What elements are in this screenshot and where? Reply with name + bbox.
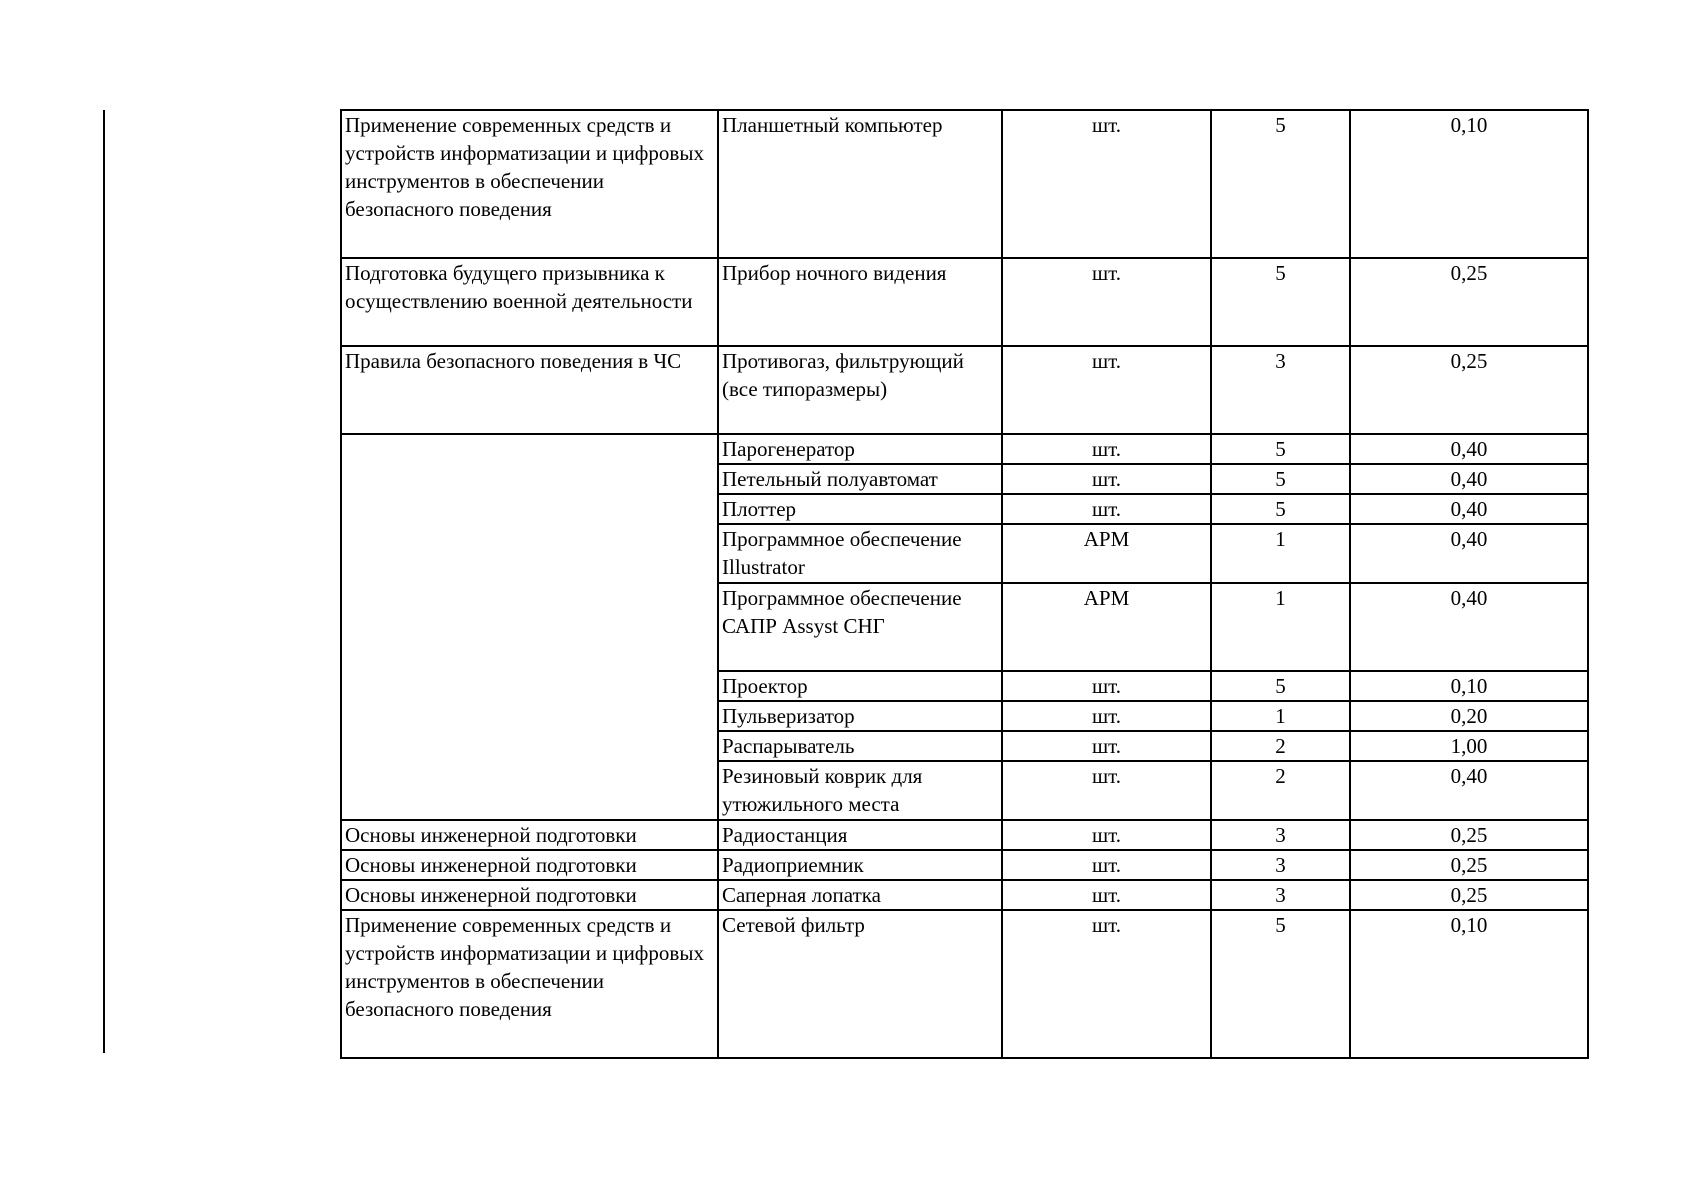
item-cell: Сетевой фильтр (718, 910, 1002, 1058)
item-cell: Планшетный компьютер (718, 110, 1002, 258)
unit-cell: шт. (1002, 731, 1211, 761)
norm-cell: 0,25 (1350, 346, 1588, 434)
qty-cell: 3 (1211, 880, 1350, 910)
table-row (341, 258, 1588, 346)
norm-cell: 0,25 (1350, 850, 1588, 880)
qty-cell: 5 (1211, 910, 1350, 1058)
unit-cell: шт. (1002, 671, 1211, 701)
table-row (341, 346, 1588, 434)
section-cell: Основы инженерной подготовки (341, 850, 718, 880)
norm-cell: 0,40 (1350, 434, 1588, 464)
table-row (341, 880, 1588, 910)
section-cell: Правила безопасного поведения в ЧС (341, 346, 718, 434)
qty-cell: 1 (1211, 524, 1350, 583)
qty-cell: 2 (1211, 761, 1350, 820)
item-cell: Петельный полуавтомат (718, 464, 1002, 494)
item-cell: Программное обеспечение САПР Assyst СНГ (718, 583, 1002, 671)
norm-cell: 0,40 (1350, 524, 1588, 583)
item-cell: Проектор (718, 671, 1002, 701)
item-cell: Программное обеспечение Illustrator (718, 524, 1002, 583)
norm-cell: 0,40 (1350, 761, 1588, 820)
norm-cell: 0,40 (1350, 494, 1588, 524)
qty-cell: 5 (1211, 434, 1350, 464)
unit-cell: шт. (1002, 820, 1211, 850)
item-cell: Распарыватель (718, 731, 1002, 761)
unit-cell: шт. (1002, 880, 1211, 910)
unit-cell: АРМ (1002, 583, 1211, 671)
unit-cell: шт. (1002, 850, 1211, 880)
section-cell: Подготовка будущего призывника к осуществлению военной деятельности (341, 258, 718, 346)
unit-cell: шт. (1002, 910, 1211, 1058)
section-cell: Основы инженерной подготовки (341, 880, 718, 910)
qty-cell: 3 (1211, 346, 1350, 434)
table-row (341, 850, 1588, 880)
item-cell: Резиновый коврик для утюжильного места (718, 761, 1002, 820)
norm-cell: 0,10 (1350, 910, 1588, 1058)
section-cell: Применение современных средств и устройств информатизации и цифровых инструментов в обеспечении безопасного поведения (341, 110, 718, 258)
qty-cell: 5 (1211, 110, 1350, 258)
norm-cell: 1,00 (1350, 731, 1588, 761)
table-row (341, 434, 1588, 464)
section-cell-empty (341, 434, 718, 820)
norm-cell: 0,25 (1350, 820, 1588, 850)
equipment-table (340, 109, 1589, 1059)
unit-cell: шт. (1002, 464, 1211, 494)
qty-cell: 5 (1211, 671, 1350, 701)
qty-cell: 1 (1211, 701, 1350, 731)
qty-cell: 5 (1211, 494, 1350, 524)
section-cell: Основы инженерной подготовки (341, 820, 718, 850)
table-row (341, 910, 1588, 1058)
unit-cell: шт. (1002, 110, 1211, 258)
unit-cell: шт. (1002, 346, 1211, 434)
unit-cell: шт. (1002, 434, 1211, 464)
left-margin-rule (103, 110, 105, 1053)
norm-cell: 0,10 (1350, 110, 1588, 258)
table-row (341, 820, 1588, 850)
unit-cell: шт. (1002, 761, 1211, 820)
norm-cell: 0,25 (1350, 880, 1588, 910)
qty-cell: 5 (1211, 258, 1350, 346)
norm-cell: 0,40 (1350, 464, 1588, 494)
norm-cell: 0,40 (1350, 583, 1588, 671)
qty-cell: 1 (1211, 583, 1350, 671)
norm-cell: 0,10 (1350, 671, 1588, 701)
item-cell: Пульверизатор (718, 701, 1002, 731)
qty-cell: 5 (1211, 464, 1350, 494)
item-cell: Саперная лопатка (718, 880, 1002, 910)
item-cell: Радиоприемник (718, 850, 1002, 880)
item-cell: Прибор ночного видения (718, 258, 1002, 346)
unit-cell: АРМ (1002, 524, 1211, 583)
unit-cell: шт. (1002, 258, 1211, 346)
item-cell: Плоттер (718, 494, 1002, 524)
unit-cell: шт. (1002, 701, 1211, 731)
unit-cell: шт. (1002, 494, 1211, 524)
item-cell: Противогаз, фильтрующий (все типоразмеры) (718, 346, 1002, 434)
table-row (341, 110, 1588, 258)
item-cell: Радиостанция (718, 820, 1002, 850)
qty-cell: 2 (1211, 731, 1350, 761)
norm-cell: 0,20 (1350, 701, 1588, 731)
qty-cell: 3 (1211, 820, 1350, 850)
section-cell: Применение современных средств и устройств информатизации и цифровых инструментов в обеспечении безопасного поведения (341, 910, 718, 1058)
qty-cell: 3 (1211, 850, 1350, 880)
norm-cell: 0,25 (1350, 258, 1588, 346)
item-cell: Парогенератор (718, 434, 1002, 464)
